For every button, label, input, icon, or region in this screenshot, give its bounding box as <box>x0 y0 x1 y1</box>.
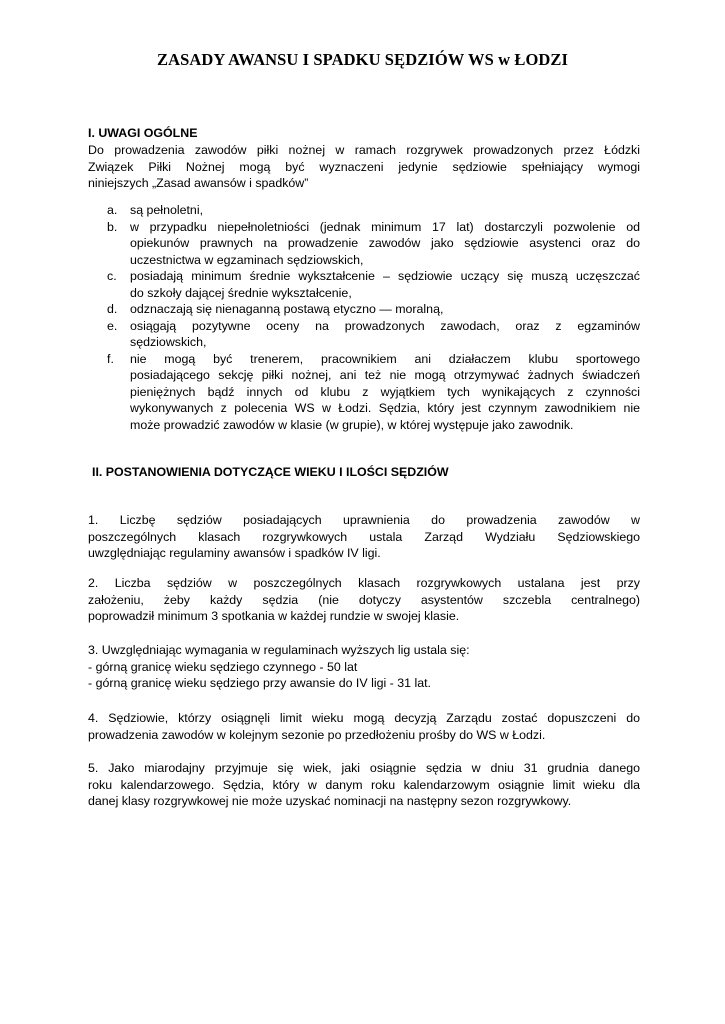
text-line: wykonywanych z polecenia WS w Łodzi. Sędzia, który jest czynnym zawodnikiem nie <box>130 401 640 415</box>
list-item <box>88 202 640 219</box>
list-item <box>88 351 640 434</box>
text-line: 3. Uwzględniając wymagania w regulaminach wyższych lig ustala się: <box>88 643 470 657</box>
list-item <box>88 318 640 351</box>
list-marker: f. <box>107 351 114 366</box>
text-line: 4. Sędziowie, którzy osiągnęli limit wieku mogą decyzją Zarządu zostać dopuszczeni do <box>88 711 640 725</box>
list-marker: e. <box>107 318 118 333</box>
text-line: poprowadził minimum 3 spotkania w każdej rundzie w swojej klasie. <box>88 609 460 623</box>
text-line: niniejszych „Zasad awansów i spadków” <box>88 176 309 190</box>
text-line: odznaczają się nienaganną postawą etyczno — moralną, <box>130 302 444 316</box>
text-line: w przypadku niepełnoletniości (jednak minimum 17 lat) dostarczyli pozwolenie od <box>130 219 640 234</box>
text-line: nie mogą być trenerem, pracownikiem ani działaczem klubu sportowego <box>130 351 640 366</box>
text-line: do szkoły dającej średnie wykształcenie, <box>130 285 352 300</box>
text-line: 1. Liczbę sędziów posiadających uprawnienia do prowadzenia zawodów w <box>88 513 640 527</box>
text-line: roku kalendarzowego. Sędzia, który w danym roku kalendarzowym osiągnie limit wieku dla <box>88 777 640 792</box>
list-item <box>88 268 640 301</box>
section-2-heading: II. POSTANOWIENIA DOTYCZĄCE WIEKU I ILOŚCI SĘDZIÓW <box>92 465 449 479</box>
text-line: Związek Piłki Nożnej mogą być wyznaczeni jedynie sędziowie spełniający wymogi <box>88 159 640 174</box>
text-line: posiadającego sekcję piłki nożnej, ani też nie mogą otrzymywać żadnych świadczeń <box>130 368 640 382</box>
list-marker: c. <box>107 269 117 283</box>
text-line: - górną granicę wieku sędziego czynnego - 50 lat <box>88 659 358 674</box>
text-line: Do prowadzenia zawodów piłki nożnej w ramach rozgrywek prowadzonych przez Łódzki <box>88 143 640 157</box>
list-marker: d. <box>107 302 118 316</box>
text-line: 5. Jako miarodajny przyjmuje się wiek, jaki osiągnie sędzia w dniu 31 grudnia danego <box>88 761 640 775</box>
text-line: sędziowskich, <box>130 335 207 349</box>
text-line: opiekunów prawnych na prowadzenie zawodów jako sędziowie asystenci oraz do <box>130 236 640 250</box>
document-title: ZASADY AWANSU I SPADKU SĘDZIÓW WS w ŁODZI <box>156 50 569 69</box>
paragraph-5 <box>88 760 640 810</box>
paragraph-4 <box>88 710 640 743</box>
section-1-intro <box>88 142 640 192</box>
text-line: osiągają pozytywne oceny na prowadzonych zawodach, oraz z egzaminów <box>130 318 640 333</box>
list-marker: a. <box>107 203 118 217</box>
list-item <box>88 219 640 269</box>
paragraph-3 <box>88 642 640 692</box>
text-line: posiadają minimum średnie wykształcenie – sędziowie uczący się muszą uczęszczać <box>130 269 640 283</box>
text-line: pieniężnych bądź innych od klubu z wyjątkiem tych wynikających z czynności <box>130 384 640 399</box>
text-line: danej klasy rozgrywkowej nie może uzyskać nominacji na następny sezon rozgrywkowy. <box>88 794 572 808</box>
text-line: - górną granicę wieku sędziego przy awansie do IV ligi - 31 lat. <box>88 676 431 690</box>
list-marker: b. <box>107 219 118 234</box>
text-line: 2. Liczba sędziów w poszczególnych klasach rozgrywkowych ustalana jest przy <box>88 576 640 590</box>
text-line: są pełnoletni, <box>130 203 204 217</box>
text-line: prowadzenia zawodów w kolejnym sezonie po przedłożeniu prośby do WS w Łodzi. <box>88 727 546 742</box>
paragraph-1 <box>88 512 640 562</box>
requirements-list <box>88 202 640 433</box>
paragraph-2 <box>88 575 640 625</box>
text-line: założeniu, żeby każdy sędzia (nie dotyczy asystentów szczebla centralnego) <box>88 592 640 607</box>
text-line: poszczególnych klasach rozgrywkowych ustala Zarząd Wydziału Sędziowskiego <box>88 529 640 544</box>
list-item <box>88 301 640 318</box>
section-1-heading: I. UWAGI OGÓLNE <box>88 126 198 140</box>
text-line: uwzględniając regulaminy awansów i spadków IV ligi. <box>88 546 381 560</box>
text-line: uczestnictwa w egzaminach sędziowskich, <box>130 252 364 267</box>
text-line: może prowadzić zawodów w klasie (w grupie), w której występuje jako zawodnik. <box>130 417 574 432</box>
